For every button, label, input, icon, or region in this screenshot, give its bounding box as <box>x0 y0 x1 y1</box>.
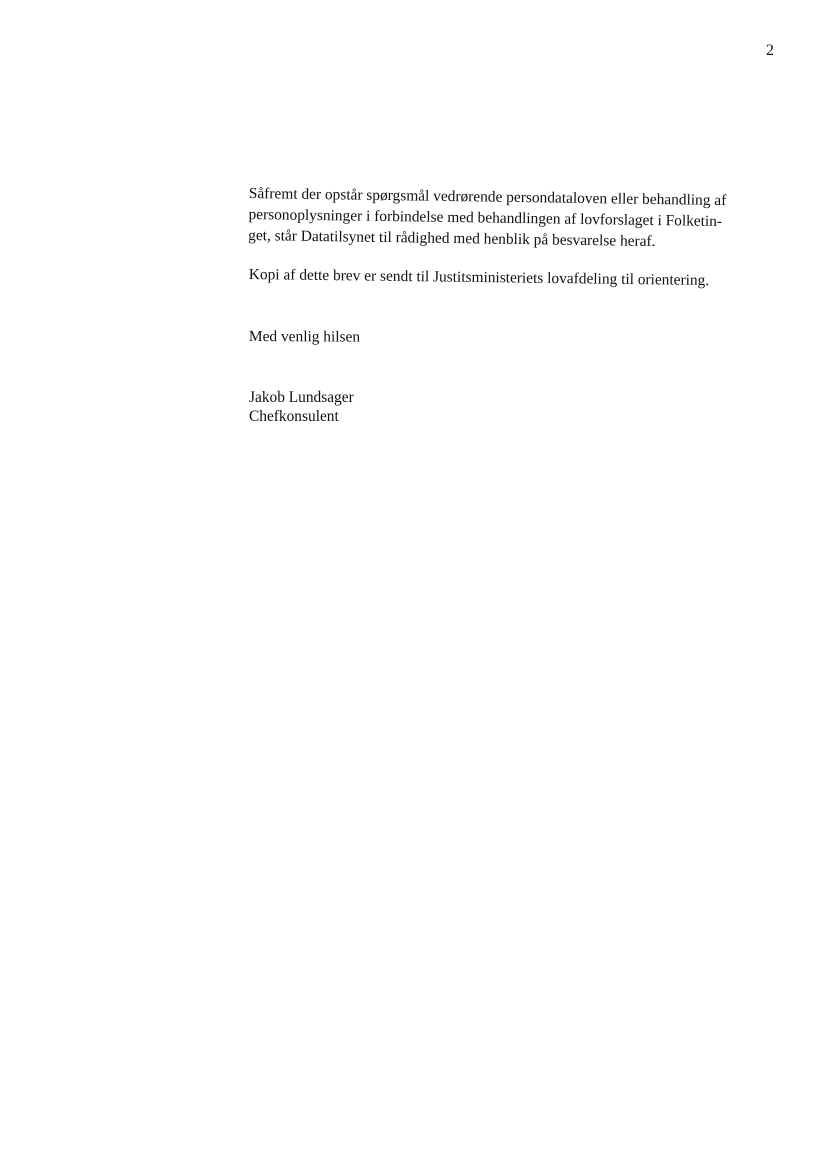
signature-name: Jakob Lundsager <box>249 389 354 406</box>
letter-body <box>249 183 779 426</box>
page-number: 2 <box>766 42 774 59</box>
paragraph-copy-note <box>249 264 779 292</box>
paragraph-line: get, står Datatilsynet til rådighed med henblik på besvarelse heraf. <box>248 226 656 251</box>
signature-block <box>249 388 779 426</box>
closing-line: Med venlig hilsen <box>248 327 361 346</box>
paragraph-line: Kopi af dette brev er sendt til Justitsministeriets lovafdeling til orientering. <box>248 265 710 290</box>
closing-salutation <box>249 326 779 350</box>
paragraph-line: personoplysninger i forbindelse med behandlingen af lovforslaget i Folketin- <box>248 205 723 231</box>
paragraph-line: Såfremt der opstår spørgsmål vedrørende persondataloven eller behandling af <box>248 184 727 210</box>
signature-title: Chefkonsulent <box>249 408 339 425</box>
paragraph-inquiry <box>248 183 779 254</box>
